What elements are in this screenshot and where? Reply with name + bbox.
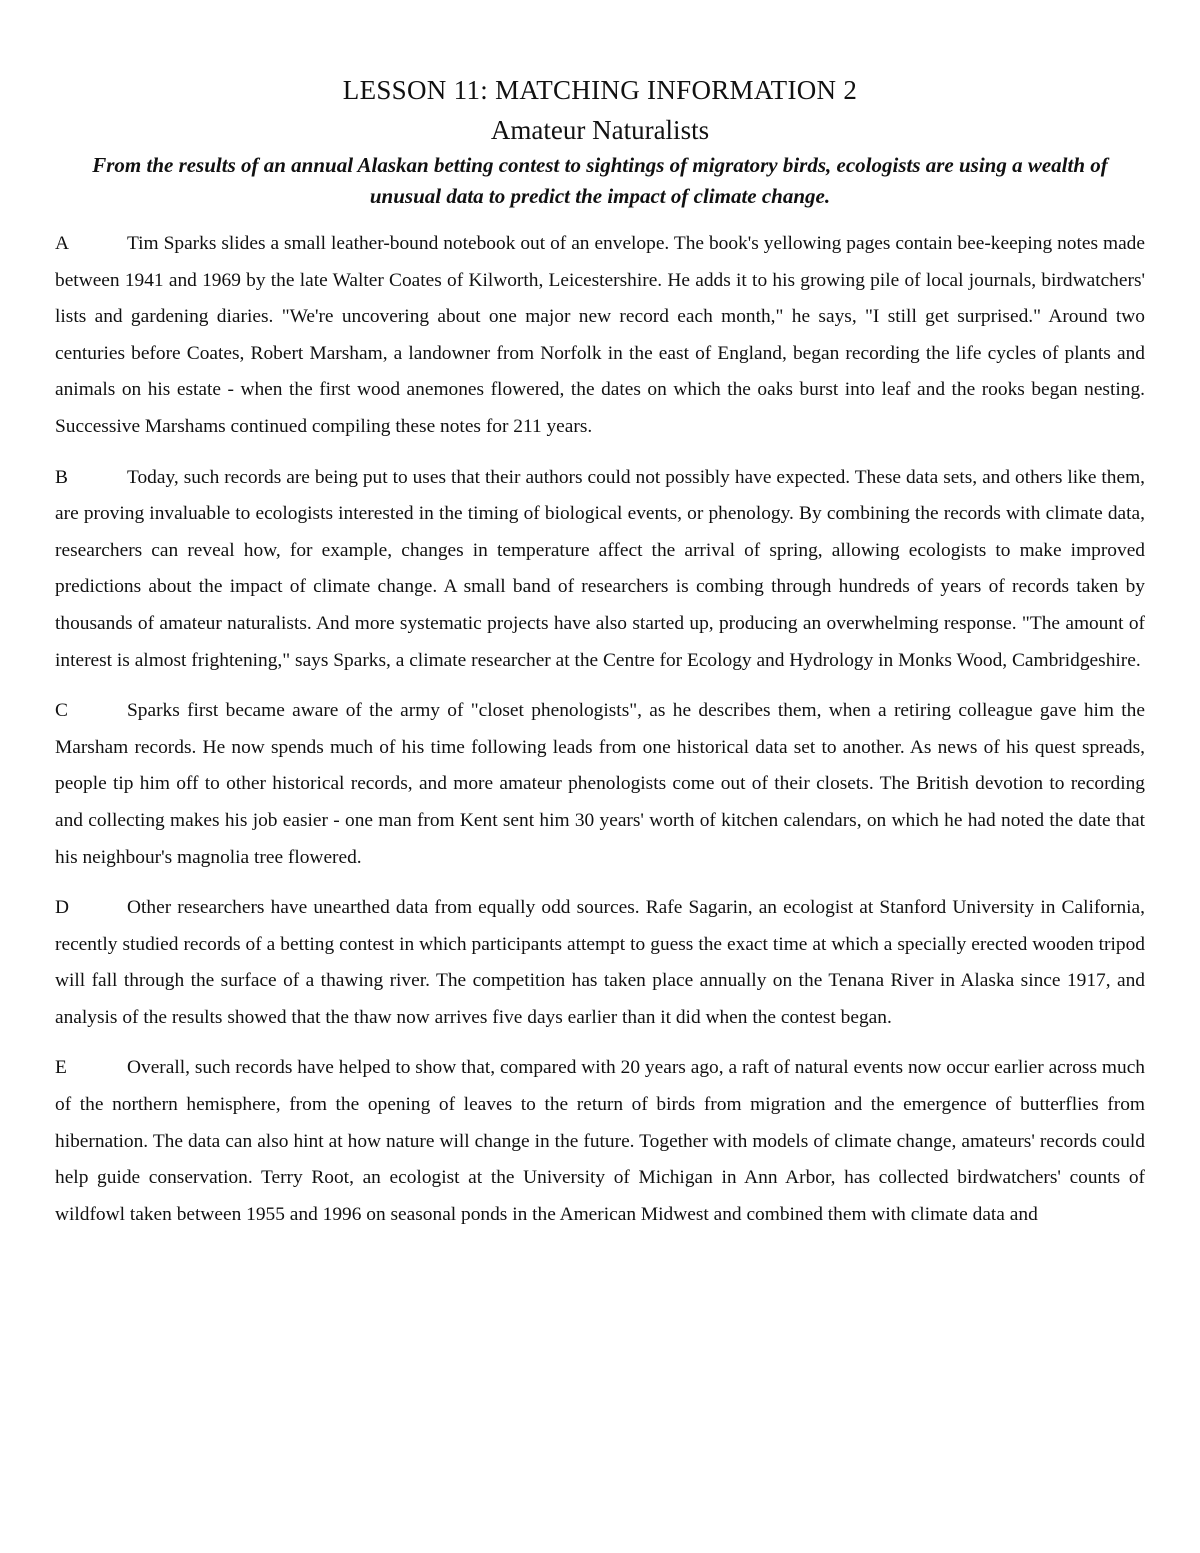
paragraph-e — [55, 1050, 1145, 1233]
paragraph-letter: B — [55, 466, 68, 488]
paragraph-text: Other researchers have unearthed data from equally odd sources. Rafe Sagarin, an ecologist at Stanford University in California, recently studied records of a betting contest in which participants attempt to guess the exact time at which a specially erected wooden tripod will fall through the surface of a thawing river. The competition has taken place annually on the Tenana River in Alaska since 1917, and analysis of the results showed that the thaw now arrives five days earlier than it did when the contest began. — [55, 897, 1145, 1028]
paragraph-text: Overall, such records have helped to show that, compared with 20 years ago, a raft of natural events now occur earlier across much of the northern hemisphere, from the opening of leaves to the return of birds from migration and the emergence of butterflies from hibernation. The data can also hint at how nature will change in the future. Together with models of climate change, amateurs' records could help guide conservation. Terry Root, an ecologist at the University of Michigan in Ann Arbor, has collected birdwatchers' counts of wildfowl taken between 1955 and 1996 on seasonal ponds in the American Midwest and combined them with climate data and — [55, 1057, 1145, 1225]
paragraph-letter: A — [55, 233, 70, 254]
lesson-title: LESSON 11: MATCHING INFORMATION 2 — [342, 75, 858, 105]
article-subtitle: From the results of an annual Alaskan betting contest to sightings of migratory birds, ecologists are using a wealth of unusual data to predict the impact of climate change. — [92, 153, 1108, 208]
paragraph-letter: D — [55, 897, 70, 919]
paragraph-c — [55, 693, 1145, 876]
article-title: Amateur Naturalists — [490, 115, 710, 145]
paragraph-text: Today, such records are being put to uses that their authors could not possibly have expected. These data sets, and others like them, are proving invaluable to ecologists interested in the timing of biological events, or phenology. By combining the records with climate data, researchers can reveal how, for example, changes in temperature affect the arrival of spring, allowing ecologists to make improved predictions about the impact of climate change. A small band of researchers is combing through hundreds of years of records taken by thousands of amateur naturalists. And more systematic projects have also started up, producing an overwhelming response. "The amount of interest is almost frightening," says Sparks, a climate researcher at the Centre for Ecology and Hydrology in Monks Wood, Cambridgeshire. — [55, 466, 1145, 671]
paragraph-b — [55, 460, 1145, 680]
paragraph-letter: E — [55, 1057, 67, 1079]
paragraph-a — [55, 226, 1145, 446]
paragraph-text: Sparks first became aware of the army of "closet phenologists", as he describes them, when a retiring colleague gave him the Marsham records. He now spends much of his time following leads from one historical data set to another. As news of his quest spreads, people tip him off to other historical records, and more amateur phenologists come out of their closets. The British devotion to recording and collecting makes his job easier - one man from Kent sent him 30 years' worth of kitchen calendars, on which he had noted the date that his neighbour's magnolia tree flowered. — [55, 700, 1145, 868]
document-page — [55, 70, 1145, 1247]
paragraph-letter: C — [55, 700, 68, 722]
paragraph-d — [55, 890, 1145, 1036]
paragraph-text: Tim Sparks slides a small leather-bound notebook out of an envelope. The book's yellowing pages contain bee-keeping notes made between 1941 and 1969 by the late Walter Coates of Kilworth, Leicestershire. He adds it to his growing pile of local journals, birdwatchers' lists and gardening diaries. "We're uncovering about one major new record each month," he says, "I still get surprised." Around two centuries before Coates, Robert Marsham, a landowner from Norfolk in the east of England, began recording the life cycles of plants and animals on his estate - when the first wood anemones flowered, the dates on which the oaks burst into leaf and the rooks began nesting. Successive Marshams continued compiling these notes for 211 years. — [55, 233, 1145, 437]
